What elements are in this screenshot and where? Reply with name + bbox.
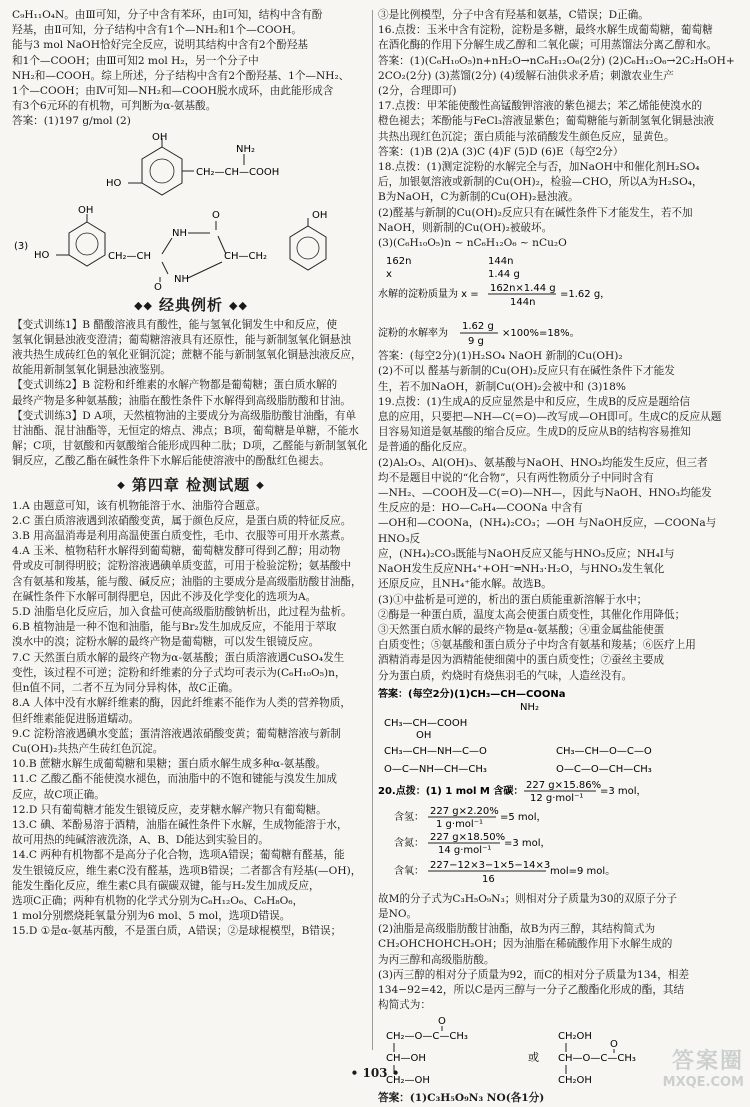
test-answer-line: 3.B 用高温消毒是利用高温使蛋白质变性，毛巾、衣服等可用开水蒸煮。	[12, 530, 352, 543]
q20-line: (2)油脂是高级脂肪酸甘油酯，故B为丙三醇，其结构简式为	[378, 923, 656, 936]
q20-line: 为丙三醇和高级脂肪酸。	[378, 953, 495, 966]
column-divider	[372, 10, 373, 1050]
calc-frac-result: =1.62 g，	[560, 289, 611, 301]
explanation-line: —NH₂、—COOH及—C(=O)—NH—，因此与NaOH、HNO₃均能发	[378, 487, 712, 500]
q20-calculations	[378, 780, 728, 890]
test-answer-line: 12.D 只有葡萄糖才能发生银镜反应，麦芽糖水解产物只有葡萄糖。	[12, 803, 327, 816]
classic-line: 液共热生成砖红色的氧化亚铜沉淀；蔗糖不能与新制氢氧化铜悬浊液反应，	[12, 349, 362, 362]
q20-answer: 答案：(1)C₃H₅O₉N₃ NO(各1分)	[378, 1092, 545, 1105]
heading-deco-right: ◆◆	[229, 298, 248, 312]
rate-prefix: 淀粉的水解率为	[378, 328, 448, 340]
test-answer-line: 1 mol分别燃烧耗氧量分别为6 mol、5 mol，选项D错误。	[12, 910, 291, 923]
calc-row2-left: x	[386, 269, 392, 281]
q20-n-prefix: 含氮：	[394, 837, 424, 849]
q18-calculation	[378, 253, 728, 317]
watermark	[594, 1044, 744, 1090]
q20-text	[378, 892, 738, 1014]
heading-deco-left: ◆◆	[134, 298, 153, 312]
test-answer-line: 溴水中的溴；淀粉水解的最终产物是葡萄糖，可以发生银镜反应。	[12, 636, 320, 649]
test-answer-line: 14.C 两种有机物都不是高分子化合物，选项A错误；葡萄糖有醛基，能	[12, 849, 345, 862]
label-right-chain: CH—CH₂	[224, 250, 268, 262]
explanation-line: 分为蛋白质，灼烧时有烧焦羽毛的气味，人造丝没有。	[378, 669, 633, 682]
test-answer-line: 10.B 蔗糖水解生成葡萄糖和果糖；蛋白质水解生成多种α-氨基酸。	[12, 758, 327, 771]
test-answer-line: 骨或皮可制得明胶；淀粉溶液遇碘单质变蓝，可用于检验淀粉；氨基酸中	[12, 560, 351, 573]
explanation-line: (3)①中盐析是可逆的，析出的蛋白质能重新溶解于水中；	[378, 593, 648, 606]
test-answer-line: 9.C 淀粉溶液遇碘水变蓝；蛋清溶液遇浓硝酸变黄；葡萄糖溶液与新制	[12, 727, 341, 740]
q20-line1: 20.点拨：(1) 1 mol M 含碳：	[378, 785, 524, 797]
classic-examples-text	[12, 318, 370, 470]
right-aromatic-circle	[297, 237, 319, 259]
ester2-row3: CH₂OH	[558, 1075, 592, 1087]
chapter-deco-left: ◆	[117, 479, 126, 491]
chapter-heading	[12, 474, 370, 495]
calc-row1-left: 162n	[386, 256, 412, 268]
classic-line: 氢氧化铜悬浊液变澄清；葡萄糖溶液具有还原性，能与新制氢氧化铜悬浊	[12, 333, 351, 346]
q19-cooh-line2: OH	[416, 729, 432, 741]
test-answer-line: 变性，该过程不可逆；淀粉和纤维素的分子式均可表示为(C₆H₁₀O₅)n，	[12, 666, 346, 679]
test-answer-line: 6.B 植物油是一种不饱和油脂，能与Br₂发生加成反应，不能用于萃取	[12, 621, 337, 634]
heading-classic-text: 经典例析	[158, 295, 223, 314]
left-intro-text	[12, 8, 370, 114]
diketopiperazine-structure-figure	[12, 204, 362, 293]
q20-h-res: =5 mol，	[500, 811, 547, 823]
calc-frac-num: 162n×1.44 g	[490, 283, 556, 295]
explanation-line: NaOH发生反应NH₄⁺+OH⁻═NH₃·H₂O，与HNO₃发生氧化	[378, 563, 665, 576]
label-nh-top: NH	[172, 227, 187, 239]
q20-line: 是NO。	[378, 907, 418, 920]
section-heading-classic	[12, 294, 370, 315]
test-answer-line: 2.C 蛋白质溶液遇到浓硝酸变黄，属于颜色反应，是蛋白质的特征反应。	[12, 514, 352, 527]
explanation-line: 答案：(1)(C₆H₁₀O₅)n+nH₂O→nC₆H₁₂O₆(2分) (2)C₆H₁₂O₆→2C₂H₅OH+	[378, 54, 735, 67]
intro-line: 能与3 mol NaOH恰好完全反应，说明其结构中含有2个酚羟基	[12, 39, 309, 52]
classic-line: 铜反应，乙酸乙酯在碱性条件下水解后能使溶液中的酚酞红色褪去。	[12, 455, 330, 468]
explanation-line: (2)醛基与新制的Cu(OH)₂反应只有在碱性条件下才能发生，若不加	[378, 206, 693, 219]
rate-den: 9 g	[468, 336, 484, 348]
calc-frac-prefix: 水解的淀粉质量为 x =	[378, 289, 479, 301]
ester1-row3: CH₂—OH	[386, 1075, 430, 1087]
ester2-o: O	[610, 1039, 618, 1051]
left-aromatic-circle	[76, 233, 98, 255]
answer-line-1: 答案：(1)197 g/mol (2)	[12, 115, 131, 128]
ester1-row2: CH—OH	[386, 1053, 426, 1065]
test-answer-line: 选项C正确；两种有机物的化学式分别为C₆H₁₂O₆、C₆H₈O₆，	[12, 894, 304, 907]
q19-cooh-line1: CH₃—CH—COOH	[384, 717, 468, 729]
explanation-line: 共热出现红色沉淀；蛋白质能与浓硝酸发生颜色反应，显黄色。	[378, 130, 675, 143]
intro-line: 羟基，由Ⅱ可知，分子结构中含有1个—NH₂和1个—COOH。	[12, 24, 303, 37]
right-text-block-a	[378, 8, 738, 251]
explanation-line: 17.点拨：甲苯能使酸性高锰酸钾溶液的紫色褪去；苯乙烯能使溴水的	[378, 100, 703, 113]
explanation-line: 答案：(每空2分)(1)H₂SO₄ NaOH 新制的Cu(OH)₂	[378, 350, 623, 363]
explanation-line: —OH和—COONa，(NH₄)₂CO₃；—OH 与NaOH反应，—COONa与HNO₃反	[378, 517, 717, 545]
explanation-line: 酒精消毒是因为酒精能使细菌中的蛋白质变性；⑦蚕丝主要成	[378, 654, 665, 667]
test-answer-line: 7.C 天然蛋白质水解的最终产物为α-氨基酸；蛋白质溶液遇CuSO₄发生	[12, 651, 345, 664]
explanation-line: 18.点拨：(1)测定淀粉的水解完全与否，加NaOH中和催化剂H₂SO₄	[378, 161, 700, 174]
left-column	[12, 8, 370, 1054]
ring-bond-5	[188, 262, 222, 278]
classic-line: 解；C项，甘氨酸和丙氨酸缩合能形成四种二肽；D项，乙醛能与新制氢氧化	[12, 440, 368, 453]
right-benzene-shape	[290, 226, 326, 270]
q20-o-prefix: 含氧：	[394, 865, 424, 877]
intro-line: 1个—COOH；由Ⅳ可知—NH₂和—COOH脱水成环，由此能形成含	[12, 85, 334, 98]
q20-h-den: 1 g·mol⁻¹	[436, 818, 483, 830]
ester2-row2: CH—O—C—CH₃	[558, 1053, 636, 1065]
explanation-line: 应，(NH₄)₂CO₃既能与NaOH反应又能与HNO₃反应；NH₄I与	[378, 547, 675, 560]
q20-h-num: 227 g×2.20%	[430, 805, 499, 817]
test-answer-line: 13.C 碘、苯酚易溶于酒精，油脂在碱性条件下水解，生成物能溶于水，	[12, 818, 348, 831]
q18-rate	[378, 319, 728, 347]
test-answer-line: 1.A 由题意可知，该有机物能溶于水、油脂符合题意。	[12, 499, 267, 512]
left-benzene-shape	[69, 222, 105, 266]
test-answer-line: 但n值不同，二者不互为同分异构体，故C正确。	[12, 682, 239, 695]
intro-line: 和1个—COOH；由Ⅲ可知2 mol H₂，另一个分子中	[12, 54, 259, 67]
q20-line: 构简式为：	[378, 999, 431, 1012]
q20-n-den: 14 g·mol⁻¹	[438, 844, 492, 856]
label-o-bottom: O	[154, 281, 162, 293]
q19-answer-prefix: 答案：(每空2分)(1)CH₃—CH—COONa	[378, 688, 566, 700]
explanation-line: 是普通的酯化反应。	[378, 441, 474, 454]
q19-answer-structures	[378, 686, 728, 778]
label-nh-bottom: NH	[174, 273, 189, 285]
explanation-line: 16.点拨：玉米中含有淀粉，淀粉是多糖，最终水解生成葡萄糖，葡萄糖	[378, 24, 713, 37]
q20-line: 故M的分子式为C₃H₅O₉N₃；则相对分子质量为30的双原子分子	[378, 892, 678, 905]
intro-line: 有3个6元环的有机物，可判断为α-氨基酸。	[12, 100, 217, 113]
explanation-line: 生反应的是：HO—C₆H₄—COONa 中含有	[378, 502, 583, 515]
explanation-line: B为NaOH，C为新制的Cu(OH)₂悬浊液。	[378, 191, 579, 204]
explanation-line: 在酒化酶的作用下分解生成乙醇和二氧化碳；可用蒸馏法分离乙醇和水。	[378, 39, 717, 52]
test-answer-line: 但纤维素能促进肠道蠕动。	[12, 712, 140, 725]
classic-line: 最终产物是多种氨基酸；油脂在酸性条件下水解得到高级脂肪酸和甘油。	[12, 394, 351, 407]
explanation-line: 答案：(1)B (2)A (3)C (4)F (5)D (6)E（每空2分）	[378, 145, 624, 158]
label-o-top: O	[212, 209, 220, 221]
ester1-row1: CH₂—O—C—CH₃	[386, 1031, 468, 1043]
explanation-line: 目容易知道是氨基酸的缩合反应。生成D的反应从B的结构容易推知	[378, 426, 691, 439]
right-text-block-b	[378, 349, 738, 683]
q20-c-num: 227 g×15.86%	[526, 779, 602, 791]
test-answer-line: 4.A 玉米、植物秸秆水解得到葡萄糖，葡萄糖发酵可得到乙醇；用动物	[12, 545, 341, 558]
label-ho: HO	[106, 177, 122, 189]
q19-ring-right-1: CH₃—CH—O—C—O	[556, 745, 652, 757]
classic-line: 【变式训练2】B 淀粉和纤维素的水解产物都是葡萄糖；蛋白质水解的	[12, 379, 338, 392]
explanation-line: (2)不可以 醛基与新制的Cu(OH)₂反应只有在碱性条件下才能发	[378, 365, 675, 378]
test-answer-line: 5.D 油脂皂化反应后，加入食盐可使高级脂肪酸钠析出，此过程为盐析。	[12, 606, 352, 619]
explanation-line: 还原反应，且NH₄⁺能水解。故选B。	[378, 578, 552, 591]
ester1-o: O	[438, 1016, 446, 1028]
q20-or: 或	[528, 1051, 539, 1065]
watermark-url: MXQE.COM	[662, 1075, 744, 1090]
ring-bond-4	[162, 262, 168, 274]
test-answer-line: 8.A 人体中没有水解纤维素的酶，因此纤维素不能作为人类的营养物质，	[12, 697, 351, 710]
q20-line: (3)丙三醇的相对分子质量为92，而C的相对分子质量为134，相差	[378, 968, 690, 981]
chapter-deco-right: ◆	[256, 479, 265, 491]
label-oh: OH	[152, 131, 168, 143]
q20-h-prefix: 含氢：	[394, 811, 424, 823]
classic-line: 故能用新制氢氧化铜悬浊液鉴别。	[12, 364, 171, 377]
label-left-oh: OH	[78, 204, 94, 216]
q20-o-num: 227−12×3−1×5−14×3	[430, 859, 551, 871]
ring-bond-1	[162, 238, 172, 254]
rate-num: 1.62 g	[462, 321, 494, 333]
q20-n-num: 227 g×18.50%	[430, 831, 506, 843]
test-answer-line: 11.C 乙酸乙酯不能使溴水褪色，而油脂中的不饱和键能与溴发生加成	[12, 773, 337, 786]
rate-result: ×100%=18%。	[502, 328, 580, 340]
page-number: • 103 •	[350, 1066, 400, 1080]
explanation-line: 19.点拨：(1)生成A的反应显然是中和反应，生成B的反应是题给信	[378, 395, 691, 408]
q20-line: CH₂OHCHOHCH₂OH；因为油脂在稀硫酸作用下水解生成的	[378, 938, 673, 951]
test-answer-line: Cu(OH)₂共热产生砖红色沉淀。	[12, 742, 164, 755]
label-left-chain: CH₂—CH	[108, 250, 152, 262]
q20-c-den: 12 g·mol⁻¹	[530, 792, 584, 804]
test-answer-line: 发生银镜反应，维生素C没有醛基，选项B错误；二者都含有羟基(—OH)，	[12, 864, 362, 877]
explanation-line: NaOH，则新制的Cu(OH)₂被破坏。	[378, 221, 553, 234]
explanation-line: (3)(C₆H₁₀O₅)n ~ nC₆H₁₂O₆ ~ nCu₂O	[378, 237, 567, 250]
label-right-oh: OH	[312, 209, 328, 221]
test-answer-line: 15.D ①是α-氨基丙酸，不是蛋白质，A错误；②是球棍模型，B错误；	[12, 925, 342, 938]
explanation-line: 白质变性；⑤氨基酸和蛋白质分子中均含有氨基和羧基；⑥医疗上用	[378, 639, 696, 652]
q20-o-res: mol=9 mol。	[550, 865, 616, 877]
test-answer-line: 反应，故C项正确。	[12, 788, 105, 801]
classic-line: 【变式训练3】D A项，天然植物油的主要成分为高级脂肪酸甘油酯，有单	[12, 409, 357, 422]
q20-line: 134−92=42，所以C是丙三醇与一分子乙酸酯化形成的酯，其结	[378, 983, 685, 996]
test-answer-line: 含有氨基和羧基，能与酸、碱反应；油脂的主要成分是高级脂肪酸甘油酯，	[12, 575, 362, 588]
explanation-line: 息的应用，只要把—NH—C(=O)—改写成—OH即可。生成C的反应从题	[378, 411, 722, 424]
watermark-logo-text: 答案圈	[671, 1049, 744, 1074]
aromatic-circle	[150, 159, 174, 183]
label-nh2: NH₂	[236, 143, 256, 155]
ester2-row1: CH₂OH	[558, 1031, 592, 1043]
explanation-line: (2分，合理即可)	[378, 85, 457, 98]
test-answer-line: 在碱性条件下水解可制得肥皂，因此不涉及化学变化的选项为A。	[12, 590, 317, 603]
explanation-line: 2CO₂(2分) (3)蒸馏(2分) (4)缓解石油供求矛盾；刺激农业生产	[378, 69, 674, 82]
label-answer3: (3)	[14, 240, 29, 252]
calc-frac-den: 144n	[510, 297, 536, 309]
q19-nh2: NH₂	[520, 701, 540, 713]
intro-line: NH₂和—COOH。综上所述，分子结构中含有2个酚羟基、1个—NH₂、	[12, 69, 350, 82]
explanation-line: ③是比例模型，分子中含有羟基和氨基，C错误；D正确。	[378, 9, 649, 21]
explanation-line: 生，若不加NaOH，新制Cu(OH)₂会被中和 (3)18%	[378, 380, 626, 393]
label-left-ho: HO	[34, 249, 50, 261]
intro-line: C₉H₁₁O₄N。由Ⅲ可知，分子中含有苯环，由Ⅰ可知，结构中含有酚	[12, 9, 323, 21]
classic-line: 甘油酯、混甘油酯等，无恒定的熔点、沸点；B项，葡萄糖是单糖，不能水	[12, 425, 359, 438]
q20-n-res: =3 mol，	[504, 837, 551, 849]
calc-row1-right: 144n	[488, 256, 514, 268]
classic-line: 【变式训练1】B 醋酸溶液具有酸性，能与氢氧化铜发生中和反应，使	[12, 318, 338, 331]
q19-ring-right-2: O—C—O—CH—CH₃	[556, 763, 652, 775]
explanation-line: ②酶是一种蛋白质，温度太高会使蛋白质变性，其催化作用降低；	[378, 608, 686, 621]
chapter-title: 第四章 检测试题	[131, 475, 251, 494]
explanation-line: 均不是题目中说的“化合物”，只有两性物质分子中同时含有	[378, 471, 654, 484]
q20-c-res: =3 mol，	[600, 785, 647, 797]
test-answers-text	[12, 499, 370, 940]
dopa-structure-figure	[12, 132, 352, 202]
explanation-line: (2)Al₂O₃、Al(OH)₃、氨基酸与NaOH、HNO₃均能发生反应，但三者	[378, 456, 708, 469]
test-answer-line: 故可用热的纯碱溶液洗涤，A、B、D能达到实验目的。	[12, 834, 269, 847]
label-chain: CH₂—CH—COOH	[196, 166, 280, 178]
explanation-line: ③天然蛋白质水解的最终产物是α-氨基酸；④重金属盐能使蛋	[378, 623, 665, 636]
explanation-line: 后，加银氨溶液或新制的Cu(OH)₂，检验—CHO，所以A为H₂SO₄，	[378, 176, 703, 189]
q19-ring-left-1: CH₃—CH—NH—C—O	[384, 745, 487, 757]
test-answer-line: 能发生酯化反应，维生素C具有碳碳双键，能与H₂发生加成反应，	[12, 879, 320, 892]
q20-o-den: 16	[482, 873, 495, 885]
explanation-line: 橙色褪去；苯酚能与FeCl₃溶液显紫色；葡萄糖能与新制氢氧化铜悬浊液	[378, 115, 714, 128]
benzene-ring-shape	[142, 147, 182, 195]
calc-row2-right: 1.44 g	[488, 269, 520, 281]
q19-ring-left-2: O—C—NH—CH—CH₃	[384, 763, 487, 775]
